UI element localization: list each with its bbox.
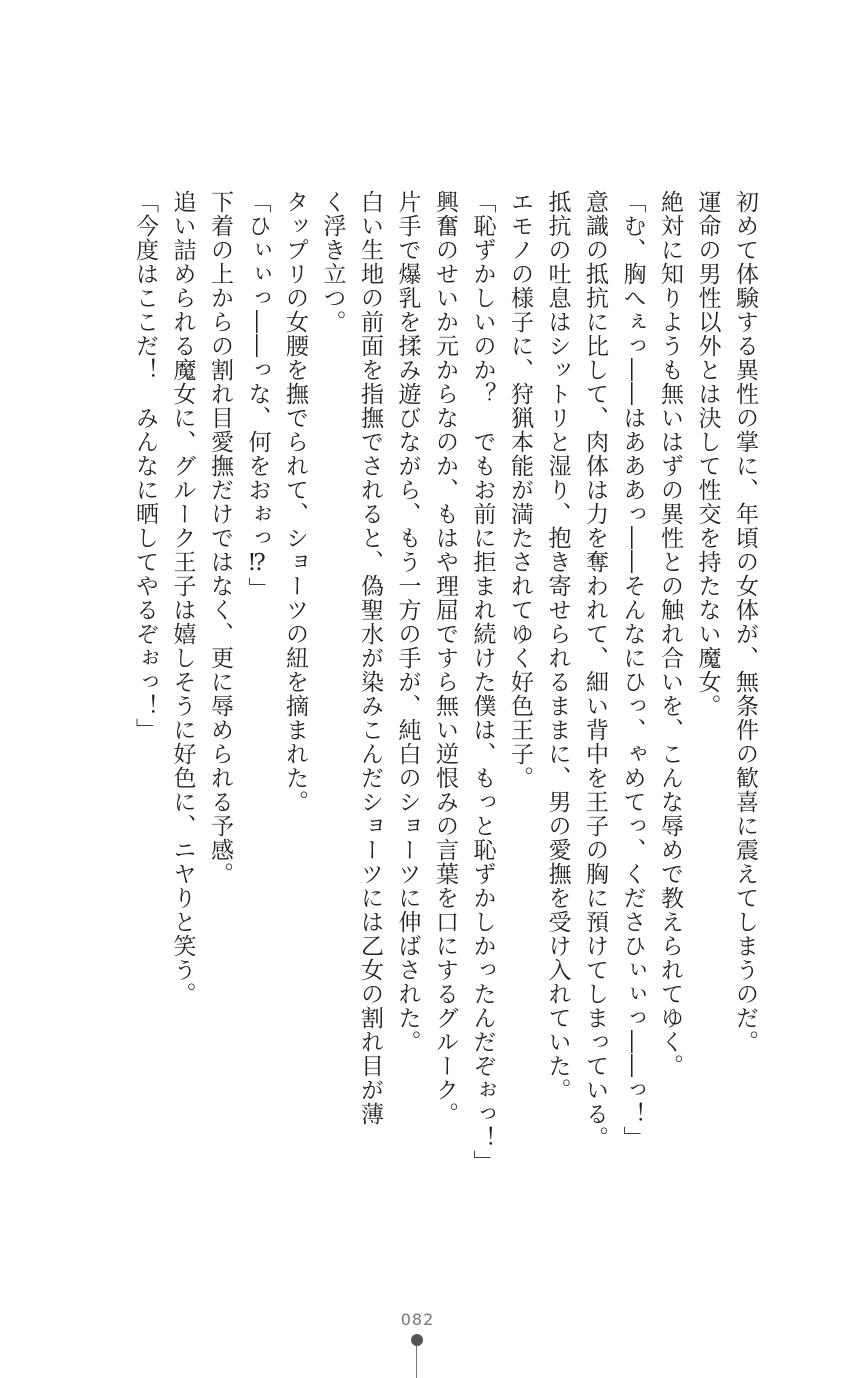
text-line: 「今度はここだ！ みんなに晒してやるぞぉっ！」 (132, 190, 158, 742)
text-line: 「ひぃぃっ――っな、何をおぉっ⁉」 (244, 190, 271, 601)
text-line: 運命の男性以外とは決して性交を持たない魔女。 (694, 190, 721, 718)
text-line: 抵抗の吐息はシットリと湿り、抱き寄せられるままに、男の愛撫を受け入れていた。 (544, 190, 571, 1102)
text-line: 初めて体験する異性の掌に、年頃の女体が、無条件の歓喜に震えてしまうのだ。 (732, 190, 758, 1054)
text-line: 追い詰められる魔女に、グルーク王子は嬉しそうに好色に、ニヤりと笑う。 (169, 190, 196, 1006)
text-line: 片手で爆乳を揉み遊びながら、もう一方の手が、純白のショーツに伸ばされた。 (394, 190, 421, 1054)
text-line: 「む、胸へぇっ――はあああっ――そんなにひっ、ゃめてっ、くださひぃぃっ――っ！」 (619, 190, 646, 1150)
text-line: 絶対に知りようも無いはずの異性との触れ合いを、こんな辱めで教えられてゆく。 (657, 190, 683, 1078)
body-text (126, 190, 764, 1174)
text-line: タップリの女腰を撫でられて、ショーツの紐を摘まれた。 (282, 190, 308, 814)
text-line: く浮き立つ。 (319, 190, 346, 334)
page-number: 082 (400, 1310, 435, 1329)
text-line: 下着の上からの割れ目愛撫だけではなく、更に辱められる予感。 (207, 190, 233, 886)
text-line: 白い生地の前面を指撫でされると、偽聖水が染みこんだショーツには乙女の割れ目が薄 (357, 190, 383, 1126)
text-line: 「恥ずかしいのか？ でもお前に拒まれ続けた僕は、もっと恥ずかしかったんだぞぉっ！」 (469, 190, 496, 1174)
text-line: 興奮のせいか元からなのか、もはや理屈ですら無い逆恨みの言葉を口にするグルーク。 (432, 190, 458, 1126)
page-marker-line (416, 1346, 417, 1378)
text-line: エモノの様子に、狩猟本能が満たされてゆく好色王子。 (507, 190, 533, 790)
page-marker-dot (411, 1334, 423, 1346)
text-line: 意識の抵抗に比して、肉体は力を奪われて、細い背中を王子の胸に預けてしまっている。 (582, 190, 608, 1150)
